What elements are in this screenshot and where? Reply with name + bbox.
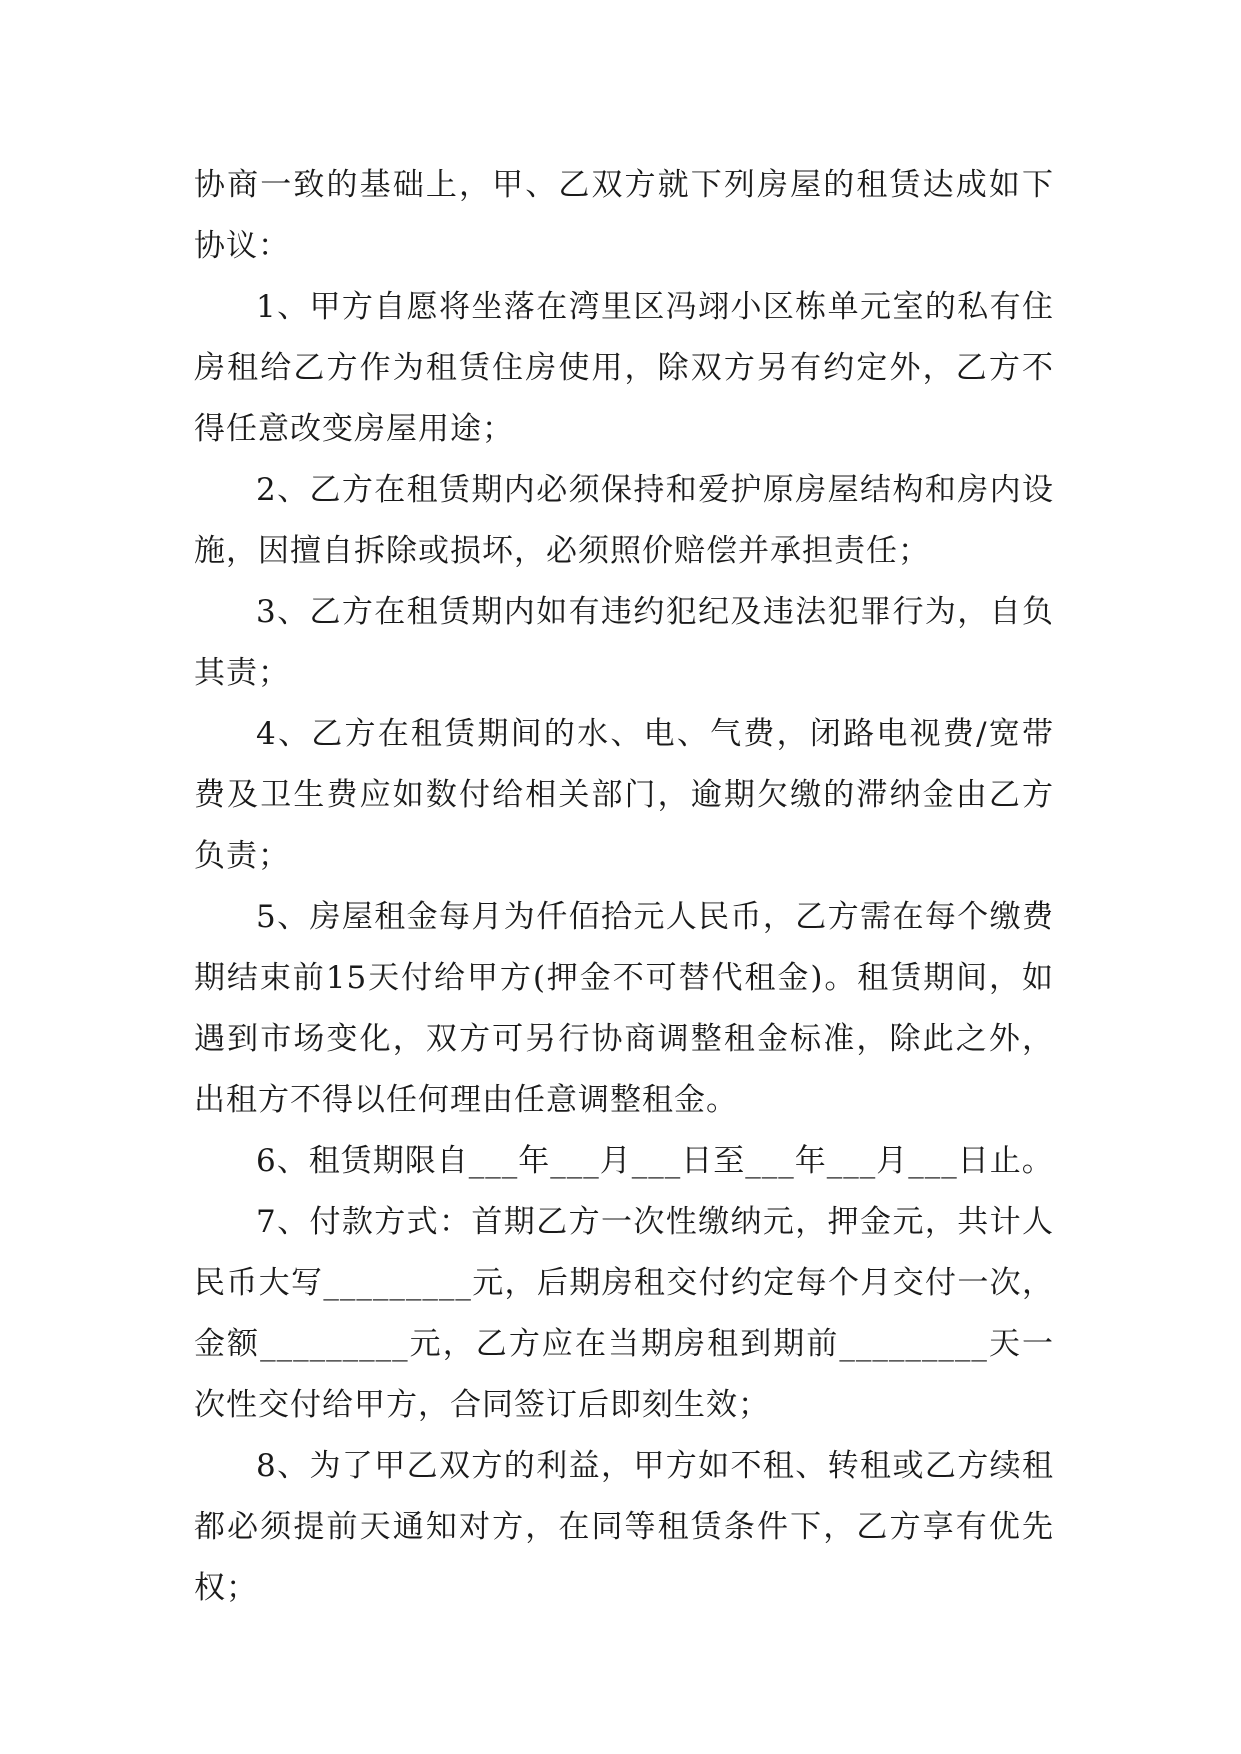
clause-8: 8、为了甲乙双方的利益，甲方如不租、转租或乙方续租都必须提前天通知对方，在同等租赁条件下，乙方享有优先权； [194,1448,1054,1606]
paragraph-intro: 协商一致的基础上，甲、乙双方就下列房屋的租赁达成如下协议： [194,167,1054,264]
clause-2: 2、乙方在租赁期内必须保持和爱护原房屋结构和房内设施，因擅自拆除或损坏，必须照价赔偿并承担责任； [194,472,1054,569]
clause-4: 4、乙方在租赁期间的水、电、气费，闭路电视费/宽带费及卫生费应如数付给相关部门，逾期欠缴的滞纳金由乙方负责； [194,716,1054,874]
clause-1: 1、甲方自愿将坐落在湾里区冯翊小区栋单元室的私有住房租给乙方作为租赁住房使用，除双方另有约定外，乙方不得任意改变房屋用途； [194,289,1054,447]
document-body [194,155,1054,1619]
clause-7: 7、付款方式：首期乙方一次性缴纳元，押金元，共计人民币大写_________元，后期房租交付约定每个月交付一次，金额_________元，乙方应在当期房租到期前_________天一次性交付给甲方，合同签订后即刻生效； [194,1204,1054,1423]
clause-3: 3、乙方在租赁期内如有违约犯纪及违法犯罪行为，自负其责； [194,594,1054,691]
clause-6: 6、租赁期限自___年___月___日至___年___月___日止。 [256,1143,1054,1179]
clause-5: 5、房屋租金每月为仟佰拾元人民币，乙方需在每个缴费期结束前15天付给甲方(押金不可替代租金)。租赁期间，如遇到市场变化，双方可另行协商调整租金标准，除此之外，出租方不得以任何理由任意调整租金。 [194,899,1054,1118]
